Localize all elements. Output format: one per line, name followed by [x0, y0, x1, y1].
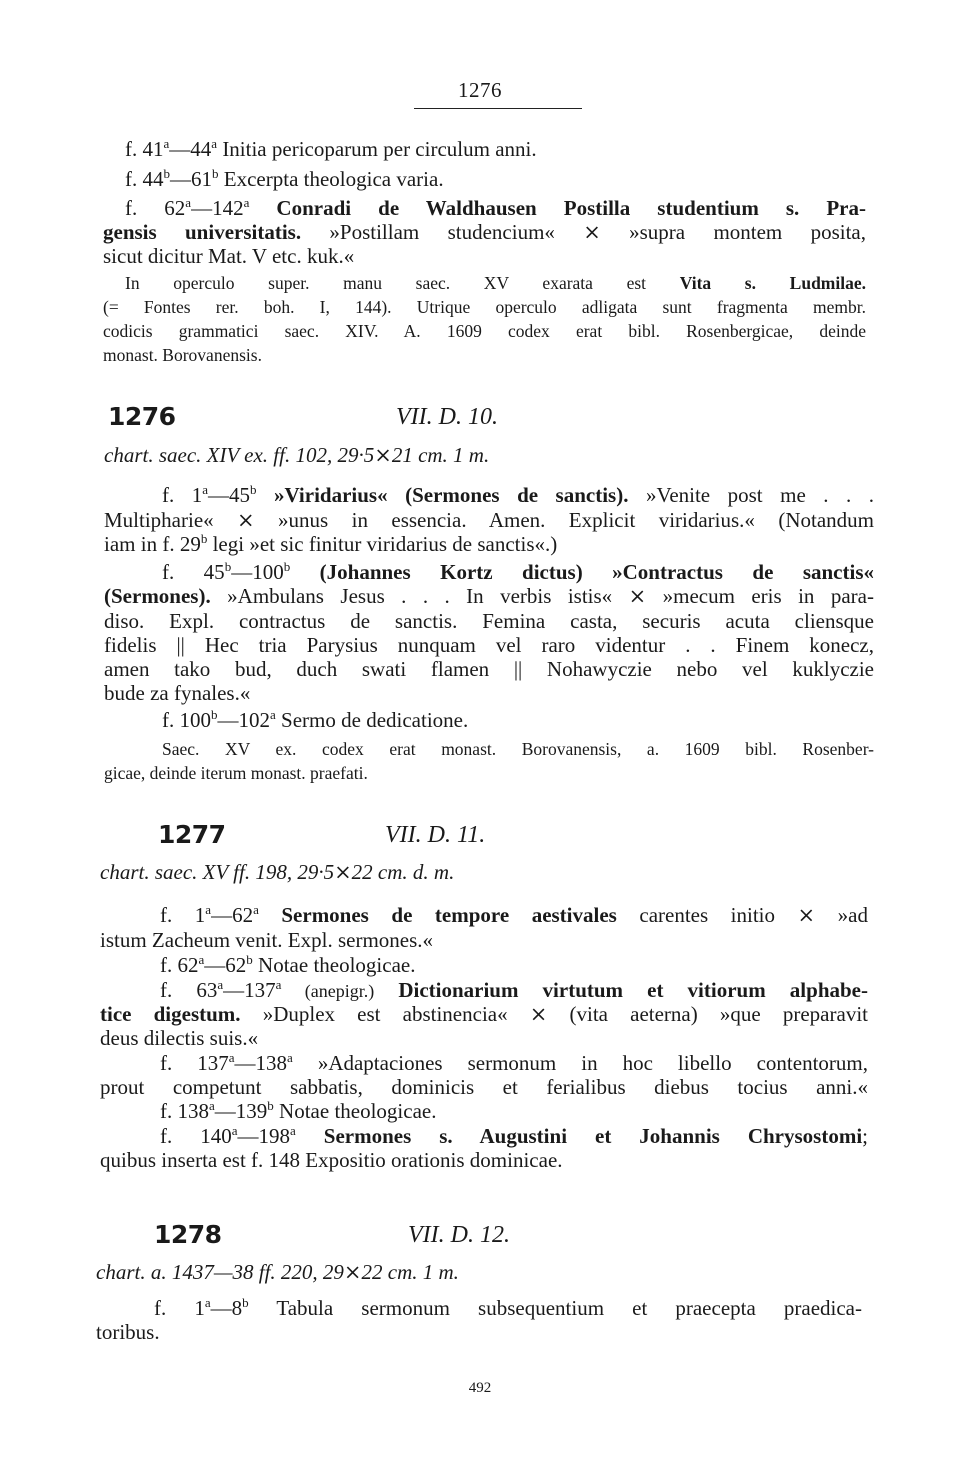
text-line: (Sermones). »Ambulans Jesus . . . In verbis istis« ⨯ »mecum eris in para-	[104, 584, 874, 608]
text-line: tice digestum. »Duplex est abstinencia« ⨯ (vita aeterna) »que preparavit	[100, 1002, 868, 1026]
text-line: iam in f. 29$^b$ legi »et sic finitur viridarius de sanctis«.)	[104, 531, 558, 556]
folio-line: f. 41$^a$—44$^a$ Initia pericoparum per circulum anni.	[125, 136, 537, 161]
shelfmark: VII. D. 11.	[385, 822, 486, 848]
folio-line: f. 1$^a$—62$^a$ Sermones de tempore aestivales carentes initio ⨯ »ad	[160, 902, 868, 927]
folio-line: f. 62$^a$—142$^a$ Conradi de Waldhausen Postilla studentium s. Pra-	[125, 195, 866, 220]
shelfmark: VII. D. 10.	[396, 404, 498, 430]
folio-line: f. 138$^a$—139$^b$ Notae theologicae.	[160, 1098, 437, 1123]
entry-number: 1276	[108, 402, 176, 431]
folio-line: f. 44$^b$—61$^b$ Excerpta theologica varia.	[125, 166, 444, 191]
folio-line: f. 45$^b$—100$^b$ (Johannes Kortz dictus) »Contractus de sanctis«	[162, 559, 874, 584]
codex-description: chart. a. 1437—38 ff. 220, 29⨯22 cm. 1 m.	[96, 1260, 459, 1284]
text-line: quibus inserta est f. 148 Expositio orationis dominicae.	[100, 1148, 563, 1172]
entry-number: 1277	[158, 820, 226, 849]
note-line: In operculo super. manu saec. XV exarata est Vita s. Ludmilae.	[125, 273, 866, 293]
folio-line: f. 137$^a$—138$^a$ »Adaptaciones sermonum in hoc libello contentorum,	[160, 1050, 868, 1075]
note-line: monast. Borovanensis.	[103, 345, 262, 365]
page-header-number: 1276	[458, 78, 502, 102]
folio-line: f. 62$^a$—62$^b$ Notae theologicae.	[160, 952, 416, 977]
note-line: (= Fontes rer. boh. I, 144). Utrique operculo adligata sunt fragmenta membr.	[103, 297, 866, 317]
shelfmark: VII. D. 12.	[408, 1222, 510, 1248]
folio-line: f. 1$^a$—8$^b$ Tabula sermonum subsequentium et praecepta praedica-	[154, 1295, 862, 1320]
text-line: prout competunt sabbatis, dominicis et ferialibus diebus tocius anni.«	[100, 1075, 868, 1099]
text-line: sicut dicitur Mat. V etc. kuk.«	[103, 244, 355, 268]
text-line: fidelis || Hec tria Parysius nunquam vel raro videntur . . Finem konecz,	[104, 633, 874, 657]
note-line: gicae, deinde iterum monast. praefati.	[104, 763, 368, 783]
note-line: codicis grammatici saec. XIV. A. 1609 codex erat bibl. Rosenbergicae, deinde	[103, 321, 866, 341]
page-footer-number: 492	[468, 1380, 492, 1396]
folio-line: f. 63$^a$—137$^a$ (anepigr.) Dictionarium virtutum et vitiorum alphabe-	[160, 977, 868, 1002]
text-line: Multipharie« ⨯ »unus in essencia. Amen. Explicit viridarius.« (Notandum	[104, 508, 874, 532]
note-line: Saec. XV ex. codex erat monast. Borovanensis, a. 1609 bibl. Rosenber-	[162, 739, 874, 759]
folio-line: f. 140$^a$—198$^a$ Sermones s. Augustini et Johannis Chrysostomi;	[160, 1123, 868, 1148]
text-line: istum Zacheum venit. Expl. sermones.«	[100, 928, 434, 952]
folio-line: f. 100$^b$—102$^a$ Sermo de dedicatione.	[162, 707, 469, 732]
text-line: toribus.	[96, 1320, 160, 1344]
text-line: gensis universitatis. »Postillam studencium« ⨯ »supra montem posita,	[103, 220, 867, 244]
codex-description: chart. saec. XIV ex. ff. 102, 29·5⨯21 cm. 1 m.	[104, 443, 490, 467]
text-line: diso. Expl. contractus de sanctis. Femina casta, securis acuta cliensque	[104, 609, 874, 633]
codex-description: chart. saec. XV ff. 198, 29·5⨯22 cm. d. m.	[100, 860, 455, 884]
folio-line: f. 1$^a$—45$^b$ »Viridarius« (Sermones de sanctis). »Venite post me . . .	[162, 482, 875, 507]
entry-number: 1278	[154, 1220, 222, 1249]
text-line: amen tako bud, duch swati flamen || Nohawyczie nebo vel kuklyczie	[104, 657, 874, 681]
text-line: bude za fynales.«	[104, 681, 251, 705]
text-line: deus dilectis suis.«	[100, 1026, 259, 1050]
header-rule	[414, 108, 582, 109]
